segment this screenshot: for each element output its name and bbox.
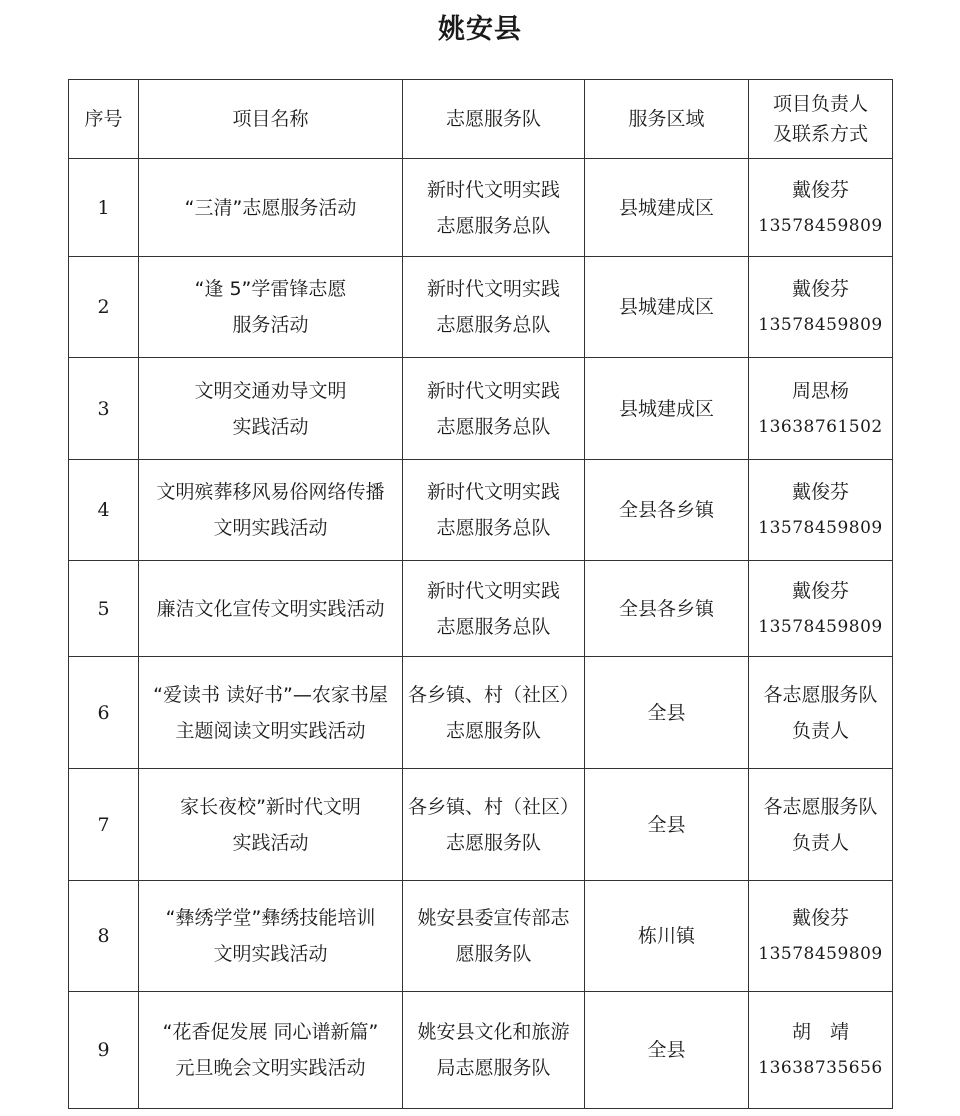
row-area: 县城建成区 — [585, 257, 749, 358]
row-project-name-line: 服务活动 — [232, 314, 309, 336]
table-header-row — [69, 80, 893, 159]
row-contact — [749, 460, 893, 561]
row-team-line: 志愿服务总队 — [436, 517, 551, 539]
row-project-name-line: “逢 5”学雷锋志愿 — [194, 278, 347, 300]
row-team-line: 新时代文明实践 — [426, 481, 560, 503]
row-team — [403, 657, 585, 769]
row-project-name — [139, 358, 403, 460]
row-team — [403, 460, 585, 561]
row-project-name — [139, 257, 403, 358]
row-seq: 3 — [69, 358, 139, 460]
row-project-name-line: 实践活动 — [232, 831, 309, 854]
row-project-name — [139, 992, 403, 1109]
row-project-name-line: “彝绣学堂”彝绣技能培训 — [165, 907, 376, 929]
header-contact — [749, 80, 893, 159]
row-seq: 2 — [69, 257, 139, 358]
row-project-name-line: 主题阅读文明实践活动 — [175, 719, 366, 742]
table-row — [69, 358, 893, 460]
table-row — [69, 881, 893, 992]
table-row — [69, 460, 893, 561]
row-contact-phone: 13578459809 — [758, 315, 883, 335]
row-contact — [749, 257, 893, 358]
row-area: 全县各乡镇 — [585, 561, 749, 657]
row-seq: 5 — [69, 561, 139, 657]
row-project-name — [139, 769, 403, 881]
header-name: 项目名称 — [139, 80, 403, 159]
row-seq: 8 — [69, 881, 139, 992]
row-team — [403, 881, 585, 992]
row-project-name — [139, 881, 403, 992]
row-project-name-line: 实践活动 — [232, 415, 309, 438]
row-team-line: 志愿服务队 — [445, 831, 541, 854]
row-contact-phone: 13578459809 — [758, 518, 883, 538]
row-contact — [749, 561, 893, 657]
row-contact-phone: 13638761502 — [758, 416, 883, 437]
row-seq: 1 — [69, 159, 139, 257]
row-contact-person: 戴俊芬 — [791, 907, 849, 929]
row-team-line: 志愿服务总队 — [436, 314, 551, 336]
row-contact-phone: 13578459809 — [758, 944, 883, 964]
row-project-name-line: 文明实践活动 — [213, 943, 328, 965]
row-contact-person: 胡 靖 — [791, 1021, 849, 1043]
row-contact-person: 各志愿服务队 — [763, 795, 878, 818]
page-title: 姚安县 — [438, 14, 522, 45]
row-contact-phone: 13578459809 — [758, 215, 883, 236]
row-project-name-line: “爱读书 读好书”—农家书屋 — [153, 683, 388, 706]
table-row — [69, 159, 893, 257]
row-area: 县城建成区 — [585, 159, 749, 257]
row-team-line: 志愿服务总队 — [436, 214, 551, 237]
table-row — [69, 561, 893, 657]
row-team-line: 志愿服务总队 — [436, 415, 551, 438]
row-contact-person: 戴俊芬 — [791, 579, 849, 602]
row-project-name-line: “三清”志愿服务活动 — [184, 196, 357, 219]
row-contact-phone: 13638735656 — [758, 1058, 883, 1078]
table-row — [69, 992, 893, 1109]
row-project-name-line: 文明交通劝导文明 — [194, 379, 347, 402]
row-contact — [749, 769, 893, 881]
row-project-name-line: 家长夜校”新时代文明 — [180, 795, 361, 818]
row-contact-person: 周思杨 — [791, 379, 849, 402]
row-team-line: 新时代文明实践 — [426, 178, 560, 201]
row-team-line: 志愿服务队 — [445, 719, 541, 742]
row-team-line: 新时代文明实践 — [426, 379, 560, 402]
header-seq: 序号 — [69, 80, 139, 159]
row-project-name — [139, 561, 403, 657]
row-project-name — [139, 159, 403, 257]
row-team — [403, 992, 585, 1109]
row-contact-phone: 13578459809 — [758, 616, 883, 637]
row-area: 县城建成区 — [585, 358, 749, 460]
row-project-name-line: 文明殡葬移风易俗网络传播 — [156, 481, 385, 503]
row-contact-person: 戴俊芬 — [791, 278, 849, 300]
row-area: 全县各乡镇 — [585, 460, 749, 561]
row-team-line: 姚安县委宣传部志 — [417, 907, 570, 929]
row-area: 全县 — [585, 992, 749, 1109]
row-contact — [749, 159, 893, 257]
row-team-line: 姚安县文化和旅游 — [417, 1021, 570, 1043]
row-team-line: 志愿服务总队 — [436, 615, 551, 638]
row-area: 全县 — [585, 657, 749, 769]
header-area: 服务区域 — [585, 80, 749, 159]
table-row — [69, 257, 893, 358]
row-area: 栋川镇 — [585, 881, 749, 992]
row-contact — [749, 657, 893, 769]
row-area: 全县 — [585, 769, 749, 881]
table-row — [69, 769, 893, 881]
row-contact — [749, 992, 893, 1109]
row-project-name-line: 廉洁文化宣传文明实践活动 — [156, 597, 385, 620]
row-contact — [749, 358, 893, 460]
row-project-name-line: “花香促发展 同心谱新篇” — [162, 1021, 379, 1043]
row-project-name — [139, 657, 403, 769]
row-team — [403, 769, 585, 881]
row-project-name-line: 元旦晚会文明实践活动 — [175, 1057, 366, 1079]
row-team-line: 各乡镇、村（社区） — [407, 683, 579, 706]
row-team — [403, 561, 585, 657]
row-contact-person: 负责人 — [791, 719, 849, 742]
project-table — [68, 79, 893, 1109]
row-team-line: 新时代文明实践 — [426, 579, 560, 602]
row-team-line: 愿服务队 — [455, 943, 532, 965]
row-seq: 4 — [69, 460, 139, 561]
row-project-name — [139, 460, 403, 561]
row-contact-person: 负责人 — [791, 831, 849, 854]
header-team: 志愿服务队 — [403, 80, 585, 159]
row-team-line: 各乡镇、村（社区） — [407, 795, 579, 818]
row-contact-person: 戴俊芬 — [791, 481, 849, 503]
row-team-line: 局志愿服务队 — [436, 1057, 551, 1079]
row-seq: 7 — [69, 769, 139, 881]
row-contact-person: 各志愿服务队 — [763, 683, 878, 706]
row-seq: 6 — [69, 657, 139, 769]
row-contact — [749, 881, 893, 992]
row-team — [403, 159, 585, 257]
row-team — [403, 358, 585, 460]
header-contact-line1: 项目负责人 — [772, 93, 868, 115]
row-project-name-line: 文明实践活动 — [213, 517, 328, 539]
row-seq: 9 — [69, 992, 139, 1109]
row-team-line: 新时代文明实践 — [426, 278, 560, 300]
row-team — [403, 257, 585, 358]
table-row — [69, 657, 893, 769]
header-contact-line2: 及联系方式 — [772, 123, 868, 145]
row-contact-person: 戴俊芬 — [791, 178, 849, 201]
